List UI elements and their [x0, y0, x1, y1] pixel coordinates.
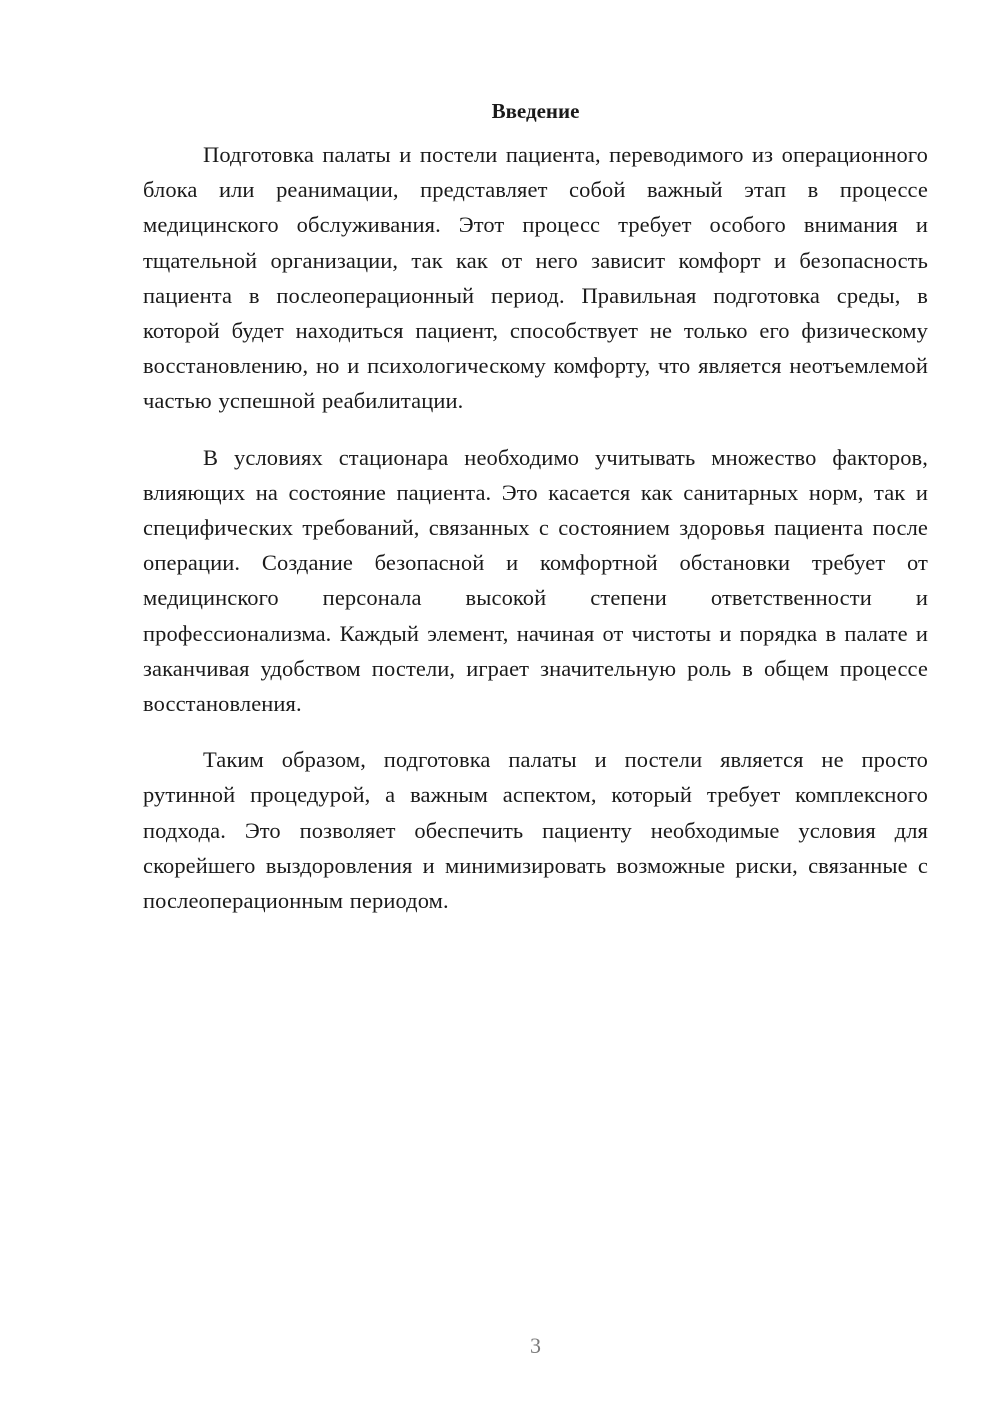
page-number: 3: [530, 1333, 541, 1358]
paragraph-1: Подготовка палаты и постели пациента, переводимого из операционного блока или реанимации, представляет собой важный этап в процессе медицинского обслуживания. Этот процесс требует особого внимания и тщательной организации, так как от него зависит комфорт и безопасность пациента в послеоперационный период. Правильная подготовка среды, в которой будет находиться пациент, способствует не только его физическому восстановлению, но и психологическому комфорту, что является неотъемлемой частью успешной реабилитации.: [143, 142, 928, 414]
paragraph-2: В условиях стационара необходимо учитывать множество факторов, влияющих на состояние пациента. Это касается как санитарных норм, так и специфических требований, связанных с состоянием здоровья пациента после операции. Создание безопасной и комфортной обстановки требует от медицинского персонала высокой степени ответственности и профессионализма. Каждый элемент, начиная от чистоты и порядка в палате и заканчивая удобством постели, играет значительную роль в общем процессе восстановления.: [143, 444, 928, 717]
page-content: [143, 96, 928, 939]
paragraph-3: Таким образом, подготовка палаты и постели является не просто рутинной процедурой, а важным аспектом, который требует комплексного подхода. Это позволяет обеспечить пациенту необходимые условия для скорейшего выздоровления и минимизировать возможные риски, связанные с послеоперационным периодом.: [143, 747, 928, 914]
section-heading: Введение: [491, 99, 580, 123]
